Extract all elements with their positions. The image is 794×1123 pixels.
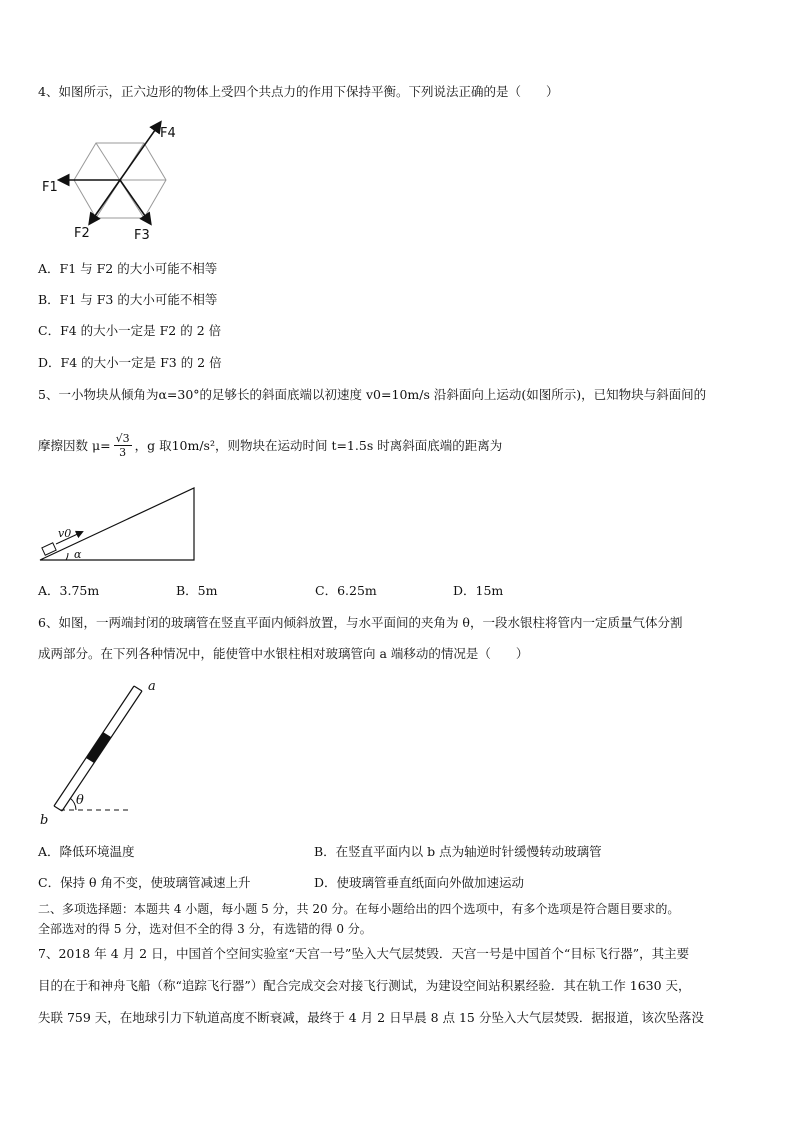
q6-option-b: B．在竖直平面内以 b 点为轴逆时针缓慢转动玻璃管 <box>314 844 602 859</box>
q5-stem-suffix: ，g 取10m/s²，则物块在运动时间 t=1.5s 时离斜面底端的距离为 <box>134 437 503 453</box>
q6-option-d: D．使玻璃管垂直纸面向外做加速运动 <box>314 875 525 890</box>
q6-tube-figure <box>38 676 178 831</box>
f3-arrow <box>120 180 150 223</box>
v0-label: v0 <box>58 527 72 540</box>
q7-line3: 失联 759 天，在地球引力下轨道高度不断衰减，最终于 4 月 2 日早晨 8 点 15 分坠入大气层焚毁．据报道，该次坠落没 <box>38 1010 704 1025</box>
mu-fraction <box>114 432 132 459</box>
q5-option-d: D．15m <box>453 583 504 598</box>
q5-option-b: B．5m <box>176 583 218 598</box>
q5-stem-line1: 5、一小物块从倾角为α=30°的足够长的斜面底端以初速度 v0=10m/s 沿斜面向上运动(如图所示)，已知物块与斜面间的 <box>38 387 707 402</box>
q5-incline-figure <box>38 485 198 565</box>
mercury-column <box>86 732 111 763</box>
section2-line2: 全部选对的得 5 分，选对但不全的得 3 分，有选错的得 0 分。 <box>38 922 372 936</box>
q5-option-c: C．6.25m <box>315 583 377 598</box>
q5-stem-line2 <box>38 432 502 459</box>
q6-stem-line1: 6、如图，一两端封闭的玻璃管在竖直平面内倾斜放置，与水平面间的夹角为 θ，一段水银柱将管内一定质量气体分割 <box>38 615 683 630</box>
f3-label: F3 <box>134 228 150 243</box>
a-label: a <box>148 679 156 694</box>
q4-option-c: C．F4 的大小一定是 F2 的 2 倍 <box>38 323 222 338</box>
q6-option-c: C．保持 θ 角不变，使玻璃管减速上升 <box>38 875 251 890</box>
tube-outer-right <box>62 691 142 811</box>
q5-option-a: A．3.75m <box>38 583 100 598</box>
alpha-label: α <box>74 548 82 561</box>
f4-label: F4 <box>160 126 176 141</box>
section2-line1: 二、多项选择题：本题共 4 小题，每小题 5 分，共 20 分。在每小题给出的四个选项中，有多个选项是符合题目要求的。 <box>38 902 680 916</box>
f2-label: F2 <box>74 226 90 241</box>
f2-arrow <box>90 180 120 223</box>
q4-stem: 4、如图所示，正六边形的物体上受四个共点力的作用下保持平衡。下列说法正确的是（ ） <box>38 84 559 99</box>
f4-arrow <box>120 123 160 180</box>
q6-option-a: A．降低环境温度 <box>38 844 135 859</box>
b-label: b <box>40 813 49 828</box>
q7-line2: 目的在于和神舟飞船（称“追踪飞行器”）配合完成交会对接飞行测试，为建设空间站积累经验．其在轨工作 1630 天， <box>38 978 691 993</box>
q4-option-d: D．F4 的大小一定是 F3 的 2 倍 <box>38 355 222 370</box>
mu-numerator: √3 <box>115 432 130 445</box>
q7-line1: 7、2018 年 4 月 2 日，中国首个空间实验室“天宫一号”坠入大气层焚毁．天宫一号是中国首个“目标飞行器”，其主要 <box>38 946 690 961</box>
q4-option-b: B．F1 与 F3 的大小可能不相等 <box>38 292 218 307</box>
mu-denominator: 3 <box>119 446 127 459</box>
q5-stem-prefix: 摩擦因数 μ= <box>38 437 111 453</box>
q6-stem-line2: 成两部分。在下列各种情况中，能使管中水银柱相对玻璃管向 a 端移动的情况是（ ） <box>38 646 529 661</box>
q4-option-a: A．F1 与 F2 的大小可能不相等 <box>38 261 218 276</box>
q4-hexagon-figure <box>38 115 188 245</box>
theta-label: θ <box>76 793 84 808</box>
f1-label: F1 <box>42 180 58 195</box>
incline-shape <box>40 488 194 560</box>
